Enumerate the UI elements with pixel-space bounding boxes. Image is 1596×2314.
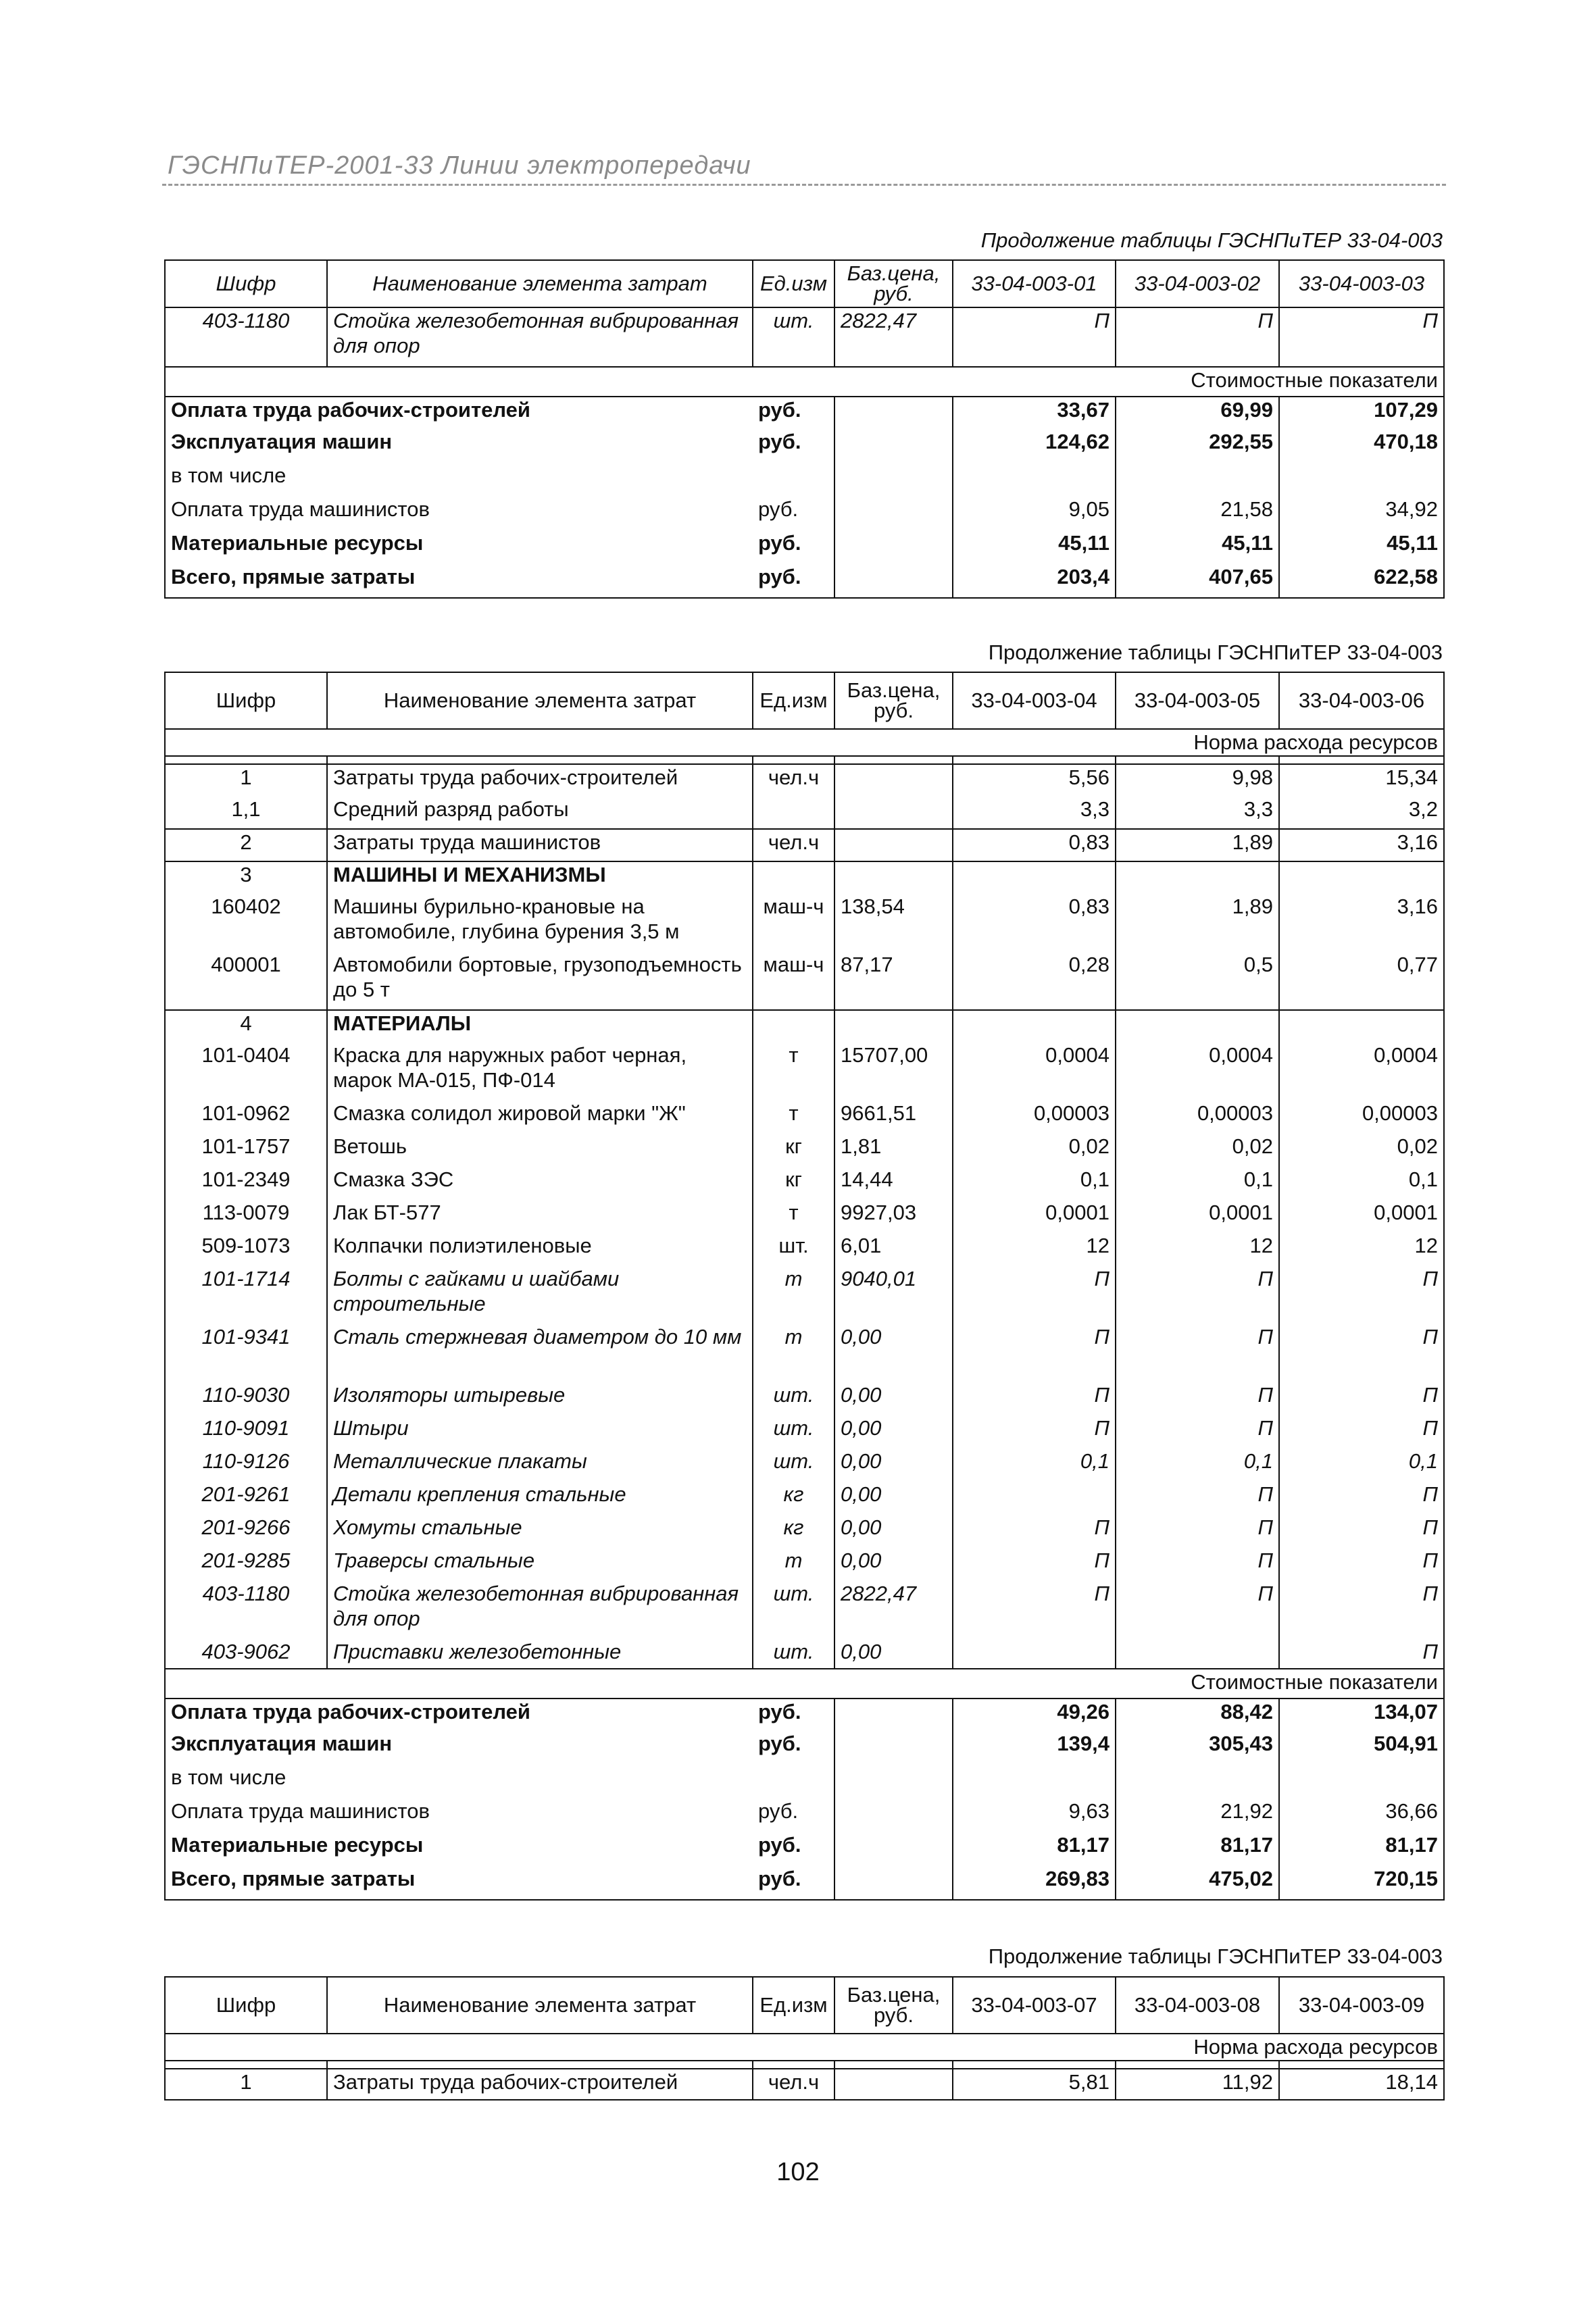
cell-price: 6,01 — [834, 1233, 953, 1266]
col-header-norm-7: 33-04-003-07 — [953, 1977, 1116, 2034]
table-row — [165, 1200, 1444, 1233]
summary-unit: руб. — [758, 1700, 801, 1724]
summary-unit: руб. — [758, 1799, 799, 1823]
cell-code: 101-0962 — [165, 1101, 327, 1134]
cell-value-2: 0,1 — [1116, 1167, 1279, 1200]
cell-value-2 — [1116, 1639, 1279, 1669]
band-label: Норма расхода ресурсов — [165, 729, 1444, 756]
cell-value-3: 12 — [1279, 1233, 1444, 1266]
cell-code: 3 — [165, 861, 327, 894]
table1-header-row — [165, 260, 1444, 307]
cell-name: Стойка железобетонная вибрированная для опор — [327, 1581, 753, 1639]
cell-code: 113-0079 — [165, 1200, 327, 1233]
cell-name: Автомобили бортовые, грузоподъемность до 5 т — [327, 952, 753, 1010]
table-row — [165, 894, 1444, 952]
table3 — [164, 1976, 1445, 2101]
cell-value-1: П — [953, 1515, 1116, 1548]
summary-value-2: 45,11 — [1116, 530, 1279, 564]
summary-value-2: 88,42 — [1116, 1699, 1279, 1731]
cell-value-2: П — [1116, 1581, 1279, 1639]
summary-value-3: 107,29 — [1279, 397, 1444, 429]
cell-value-2: 3,3 — [1116, 797, 1279, 829]
cell-unit: кг — [753, 1515, 834, 1548]
summary-value-1: 81,17 — [953, 1832, 1116, 1866]
col-header-norm-2: 33-04-003-02 — [1116, 260, 1279, 307]
cell-price: 2822,47 — [834, 1581, 953, 1639]
cell-code: 2 — [165, 829, 327, 861]
cell-value-3: 0,77 — [1279, 952, 1444, 1010]
cell-value-2: 12 — [1116, 1233, 1279, 1266]
band-label: Стоимостные показатели — [165, 1669, 1444, 1699]
cell-value-2: П — [1116, 1324, 1279, 1382]
section-title: МАТЕРИАЛЫ — [327, 1010, 753, 1042]
summary-label: Эксплуатация машин — [165, 429, 753, 463]
cell-value-2: 0,1 — [1116, 1449, 1279, 1482]
cell-value-1: 0,0001 — [953, 1200, 1116, 1233]
summary-label: Материальные ресурсы — [165, 530, 753, 564]
cell-code: 403-1180 — [165, 307, 327, 367]
col-header-price: Баз.цена, руб. — [834, 672, 953, 729]
section-band — [165, 729, 1444, 756]
summary-value-1: 33,67 — [953, 397, 1116, 429]
summary-label: Материальные ресурсы — [165, 1832, 753, 1866]
cell-name: Траверсы стальные — [327, 1548, 753, 1581]
cell-value-1: П — [953, 1415, 1116, 1449]
table1-caption: Продолжение таблицы ГЭСНПиТЕР 33-04-003 — [980, 228, 1443, 252]
summary-row — [165, 530, 1444, 564]
cell-value-1: 3,3 — [953, 797, 1116, 829]
summary-value-2: 475,02 — [1116, 1866, 1279, 1900]
summary-value-3: 45,11 — [1279, 530, 1444, 564]
cell-value-3: 3,16 — [1279, 894, 1444, 952]
summary-value-2: 81,17 — [1116, 1832, 1279, 1866]
col-header-norm-3: 33-04-003-03 — [1279, 260, 1444, 307]
band-label: Норма расхода ресурсов — [165, 2034, 1444, 2061]
cell-price: 9040,01 — [834, 1266, 953, 1324]
table-row — [165, 2069, 1444, 2100]
summary-unit: руб. — [753, 564, 834, 598]
col-header-code: Шифр — [165, 672, 327, 729]
summary-value-3: 81,17 — [1279, 1832, 1444, 1866]
cell-value-2: П — [1116, 1266, 1279, 1324]
summary-label: Оплата труда машинистов — [165, 1799, 753, 1832]
table-row — [165, 307, 1444, 367]
cell-value-3: П — [1279, 1581, 1444, 1639]
col-header-price: Баз.цена, руб. — [834, 260, 953, 307]
col-header-norm-1: 33-04-003-01 — [953, 260, 1116, 307]
table-row — [165, 861, 1444, 894]
cell-code: 201-9266 — [165, 1515, 327, 1548]
cell-name: Затраты труда рабочих-строителей — [327, 2069, 753, 2100]
summary-row — [165, 1832, 1444, 1866]
cell-price: 0,00 — [834, 1548, 953, 1581]
cell-value-1: 0,00003 — [953, 1101, 1116, 1134]
summary-unit: руб. — [758, 531, 801, 555]
cell-value-2: П — [1116, 1415, 1279, 1449]
cell-price: 0,00 — [834, 1415, 953, 1449]
summary-value-1: 269,83 — [953, 1866, 1116, 1900]
cell-unit: кг — [753, 1482, 834, 1515]
cell-unit: шт. — [753, 1382, 834, 1415]
table-row — [165, 797, 1444, 829]
summary-unit: руб. — [758, 497, 799, 521]
cell-code: 101-1714 — [165, 1266, 327, 1324]
cell-unit: т — [753, 1101, 834, 1134]
cell-price: 2822,47 — [834, 307, 953, 367]
cell-value-1: 0,83 — [953, 894, 1116, 952]
col-header-norm-9: 33-04-003-09 — [1279, 1977, 1444, 2034]
cell-code: 110-9091 — [165, 1415, 327, 1449]
cell-value-3: 0,0001 — [1279, 1200, 1444, 1233]
cell-code: 201-9285 — [165, 1548, 327, 1581]
cell-value-2: 0,02 — [1116, 1134, 1279, 1167]
summary-value-3: 504,91 — [1279, 1731, 1444, 1765]
summary-row — [165, 1866, 1444, 1900]
summary-label: Всего, прямые затраты — [165, 564, 753, 598]
cell-name: Изоляторы штыревые — [327, 1382, 753, 1415]
cell-price: 9927,03 — [834, 1200, 953, 1233]
cell-value-2: 0,00003 — [1116, 1101, 1279, 1134]
cell-value-1 — [953, 1482, 1116, 1515]
cell-unit: шт. — [753, 1449, 834, 1482]
cell-value-3: 18,14 — [1279, 2069, 1444, 2100]
table2 — [164, 672, 1445, 1901]
cell-code: 101-1757 — [165, 1134, 327, 1167]
cell-price: 15707,00 — [834, 1042, 953, 1101]
cell-code: 403-9062 — [165, 1639, 327, 1669]
cell-name: Штыри — [327, 1415, 753, 1449]
summary-unit: руб. — [758, 1833, 801, 1857]
cell-name: Смазка ЗЭС — [327, 1167, 753, 1200]
cell-name: Затраты труда рабочих-строителей — [327, 764, 753, 797]
summary-row — [165, 463, 1444, 497]
cell-price: 0,00 — [834, 1639, 953, 1669]
summary-label: Оплата труда машинистов — [165, 497, 753, 530]
section-band — [165, 367, 1444, 397]
cell-unit: т — [753, 1042, 834, 1101]
cell-name: Машины бурильно-крановые на автомобиле, глубина бурения 3,5 м — [327, 894, 753, 952]
cell-unit: чел.ч — [753, 829, 834, 861]
cell-unit: шт. — [753, 1581, 834, 1639]
table-row — [165, 1101, 1444, 1134]
summary-unit: руб. — [758, 1732, 801, 1755]
cell-name: Хомуты стальные — [327, 1515, 753, 1548]
cell-value-1: П — [953, 1382, 1116, 1415]
cell-unit: шт. — [753, 1639, 834, 1669]
cell-code: 509-1073 — [165, 1233, 327, 1266]
col-header-code: Шифр — [165, 260, 327, 307]
cell-name: Стойка железобетонная вибрированная для опор — [327, 307, 753, 367]
cell-name: Приставки железобетонные — [327, 1639, 753, 1669]
summary-value-2: 21,92 — [1116, 1799, 1279, 1832]
cell-value-3: П — [1279, 1639, 1444, 1669]
cell-unit: т — [753, 1548, 834, 1581]
cell-code: 400001 — [165, 952, 327, 1010]
cell-unit: кг — [753, 1167, 834, 1200]
cell-value-3: 0,1 — [1279, 1167, 1444, 1200]
summary-label: Оплата труда рабочих-строителей — [165, 1699, 753, 1731]
summary-value-2: 407,65 — [1116, 564, 1279, 598]
cell-value-2: 1,89 — [1116, 894, 1279, 952]
cell-price: 9661,51 — [834, 1101, 953, 1134]
summary-value-1: 45,11 — [953, 530, 1116, 564]
table-row — [165, 1482, 1444, 1515]
summary-value-3: 622,58 — [1279, 564, 1444, 598]
cell-unit: т — [753, 1200, 834, 1233]
col-header-code: Шифр — [165, 1977, 327, 2034]
summary-value-3: 134,07 — [1279, 1699, 1444, 1731]
cell-unit: кг — [753, 1134, 834, 1167]
col-header-norm-4: 33-04-003-04 — [953, 672, 1116, 729]
cell-code: 110-9030 — [165, 1382, 327, 1415]
table-row — [165, 1449, 1444, 1482]
cell-name: Ветошь — [327, 1134, 753, 1167]
cell-value-2: 0,0004 — [1116, 1042, 1279, 1101]
table-row — [165, 1266, 1444, 1324]
cell-unit: шт. — [753, 1415, 834, 1449]
cell-value-2: 9,98 — [1116, 764, 1279, 797]
cell-name: Болты с гайками и шайбами строительные — [327, 1266, 753, 1324]
table3-header-row — [165, 1977, 1444, 2034]
summary-value-3: 36,66 — [1279, 1799, 1444, 1832]
cell-value-1: П — [953, 1266, 1116, 1324]
cell-code: 1,1 — [165, 797, 327, 829]
cell-value-2: 1,89 — [1116, 829, 1279, 861]
summary-value-2: 292,55 — [1116, 429, 1279, 463]
summary-row — [165, 497, 1444, 530]
table-row — [165, 1042, 1444, 1101]
summary-unit: руб. — [758, 398, 801, 422]
cell-unit: чел.ч — [753, 764, 834, 797]
cell-value-3: 0,1 — [1279, 1449, 1444, 1482]
table1 — [164, 259, 1445, 599]
summary-value-2: 69,99 — [1116, 397, 1279, 429]
col-header-price: Баз.цена, руб. — [834, 1977, 953, 2034]
cell-value-1: П — [953, 307, 1116, 367]
cell-code: 101-0404 — [165, 1042, 327, 1101]
cell-name: Детали крепления стальные — [327, 1482, 753, 1515]
cell-unit: т — [753, 1266, 834, 1324]
table2-header-row — [165, 672, 1444, 729]
cell-value-1: 5,56 — [953, 764, 1116, 797]
table-row — [165, 1167, 1444, 1200]
cell-value-3: П — [1279, 1266, 1444, 1324]
cell-value-2: 0,5 — [1116, 952, 1279, 1010]
cell-price: 138,54 — [834, 894, 953, 952]
cell-price: 14,44 — [834, 1167, 953, 1200]
table-row — [165, 1515, 1444, 1548]
cell-value-3: П — [1279, 1382, 1444, 1415]
cell-unit: маш-ч — [753, 894, 834, 952]
cell-value-3: П — [1279, 1548, 1444, 1581]
summary-row — [165, 1699, 1444, 1731]
cell-name: Затраты труда машинистов — [327, 829, 753, 861]
cell-code: 403-1180 — [165, 1581, 327, 1639]
cell-code: 201-9261 — [165, 1482, 327, 1515]
table-row — [165, 829, 1444, 861]
table-row — [165, 952, 1444, 1010]
cell-name: Колпачки полиэтиленовые — [327, 1233, 753, 1266]
section-title: МАШИНЫ И МЕХАНИЗМЫ — [327, 861, 753, 894]
col-header-name: Наименование элемента затрат — [327, 672, 753, 729]
summary-row — [165, 1799, 1444, 1832]
cell-code: 4 — [165, 1010, 327, 1042]
cell-value-1: 0,02 — [953, 1134, 1116, 1167]
table-row — [165, 1134, 1444, 1167]
cell-unit: шт. — [753, 307, 834, 367]
col-header-unit: Ед.изм — [753, 1977, 834, 2034]
summary-label: Оплата труда рабочих-строителей — [165, 397, 753, 429]
table-row — [165, 1382, 1444, 1415]
summary-value-2: 305,43 — [1116, 1731, 1279, 1765]
summary-row — [165, 564, 1444, 598]
cell-unit: т — [753, 1324, 834, 1382]
summary-value-1: 9,63 — [953, 1799, 1116, 1832]
cell-value-3: 15,34 — [1279, 764, 1444, 797]
cell-code: 1 — [165, 2069, 327, 2100]
cell-value-1: П — [953, 1548, 1116, 1581]
cell-value-1: П — [953, 1324, 1116, 1382]
cell-code: 1 — [165, 764, 327, 797]
cell-unit: чел.ч — [753, 2069, 834, 2100]
summary-row — [165, 1731, 1444, 1765]
summary-value-1: 139,4 — [953, 1731, 1116, 1765]
cell-value-1: 0,1 — [953, 1449, 1116, 1482]
cell-value-1 — [953, 1639, 1116, 1669]
cell-price — [834, 764, 953, 797]
cell-price: 0,00 — [834, 1324, 953, 1382]
cell-value-3: 0,00003 — [1279, 1101, 1444, 1134]
summary-unit: руб. — [753, 1866, 834, 1900]
page-number: 102 — [776, 2158, 820, 2186]
summary-value-3: 34,92 — [1279, 497, 1444, 530]
header-rule — [162, 184, 1446, 186]
col-header-norm-5: 33-04-003-05 — [1116, 672, 1279, 729]
cell-price: 0,00 — [834, 1482, 953, 1515]
cell-unit: маш-ч — [753, 952, 834, 1010]
cell-name: Сталь стержневая диаметром до 10 мм — [327, 1324, 753, 1382]
cell-price: 0,00 — [834, 1449, 953, 1482]
cell-price: 0,00 — [834, 1382, 953, 1415]
summary-label: Эксплуатация машин — [165, 1731, 753, 1765]
cell-value-3: 3,2 — [1279, 797, 1444, 829]
running-header: ГЭСНПиТЕР-2001-33 Линии электропередачи — [168, 151, 751, 180]
cell-value-1: 5,81 — [953, 2069, 1116, 2100]
cell-value-3: П — [1279, 1482, 1444, 1515]
cell-value-1: П — [953, 1581, 1116, 1639]
cell-value-2: 0,0001 — [1116, 1200, 1279, 1233]
cell-code: 101-9341 — [165, 1324, 327, 1382]
summary-value-1: 124,62 — [953, 429, 1116, 463]
table-row — [165, 1324, 1444, 1382]
cell-value-2: П — [1116, 307, 1279, 367]
section-band — [165, 1669, 1444, 1699]
section-band — [165, 2034, 1444, 2061]
cell-value-1: 0,83 — [953, 829, 1116, 861]
summary-value-3: 470,18 — [1279, 429, 1444, 463]
col-header-name: Наименование элемента затрат — [327, 1977, 753, 2034]
cell-value-2: П — [1116, 1515, 1279, 1548]
col-header-unit: Ед.изм — [753, 672, 834, 729]
summary-label: в том числе — [165, 463, 753, 497]
cell-value-1: 12 — [953, 1233, 1116, 1266]
cell-value-1: 0,0004 — [953, 1042, 1116, 1101]
cell-value-3: 0,02 — [1279, 1134, 1444, 1167]
summary-label: в том числе — [165, 1765, 753, 1799]
band-label: Стоимостные показатели — [165, 367, 1444, 397]
table-row — [165, 1548, 1444, 1581]
summary-row — [165, 1765, 1444, 1799]
cell-value-2: П — [1116, 1382, 1279, 1415]
table-row — [165, 1639, 1444, 1669]
cell-unit: шт. — [753, 1233, 834, 1266]
summary-value-1: 49,26 — [953, 1699, 1116, 1731]
cell-name: Краска для наружных работ черная, марок МА-015, ПФ-014 — [327, 1042, 753, 1101]
table-row — [165, 1010, 1444, 1042]
cell-value-3: П — [1279, 1324, 1444, 1382]
cell-value-2: П — [1116, 1482, 1279, 1515]
summary-row — [165, 397, 1444, 429]
summary-value-3: 720,15 — [1279, 1866, 1444, 1900]
summary-row — [165, 429, 1444, 463]
table-row — [165, 1415, 1444, 1449]
cell-code: 101-2349 — [165, 1167, 327, 1200]
cell-value-3: П — [1279, 1415, 1444, 1449]
summary-value-1: 9,05 — [953, 497, 1116, 530]
summary-unit: руб. — [758, 430, 801, 453]
summary-value-2: 21,58 — [1116, 497, 1279, 530]
summary-value-1: 203,4 — [953, 564, 1116, 598]
cell-value-2: 11,92 — [1116, 2069, 1279, 2100]
col-header-unit: Ед.изм — [753, 260, 834, 307]
table-row — [165, 764, 1444, 797]
cell-code: 160402 — [165, 894, 327, 952]
cell-name: Металлические плакаты — [327, 1449, 753, 1482]
table-row — [165, 1581, 1444, 1639]
cell-value-3: П — [1279, 307, 1444, 367]
summary-label: Всего, прямые затраты — [165, 1866, 753, 1900]
cell-price: 0,00 — [834, 1515, 953, 1548]
table2-caption: Продолжение таблицы ГЭСНПиТЕР 33-04-003 — [988, 640, 1443, 664]
cell-value-1: 0,1 — [953, 1167, 1116, 1200]
table-row — [165, 1233, 1444, 1266]
cell-name: Лак БТ-577 — [327, 1200, 753, 1233]
col-header-name: Наименование элемента затрат — [327, 260, 753, 307]
col-header-norm-6: 33-04-003-06 — [1279, 672, 1444, 729]
cell-code: 110-9126 — [165, 1449, 327, 1482]
cell-value-3: П — [1279, 1515, 1444, 1548]
table3-caption: Продолжение таблицы ГЭСНПиТЕР 33-04-003 — [988, 1944, 1443, 1968]
cell-value-1: 0,28 — [953, 952, 1116, 1010]
cell-value-3: 3,16 — [1279, 829, 1444, 861]
cell-name: Смазка солидол жировой марки "Ж" — [327, 1101, 753, 1134]
cell-value-3: 0,0004 — [1279, 1042, 1444, 1101]
cell-name: Средний разряд работы — [327, 797, 753, 829]
cell-price: 1,81 — [834, 1134, 953, 1167]
col-header-norm-8: 33-04-003-08 — [1116, 1977, 1279, 2034]
cell-value-2: П — [1116, 1548, 1279, 1581]
cell-price: 87,17 — [834, 952, 953, 1010]
